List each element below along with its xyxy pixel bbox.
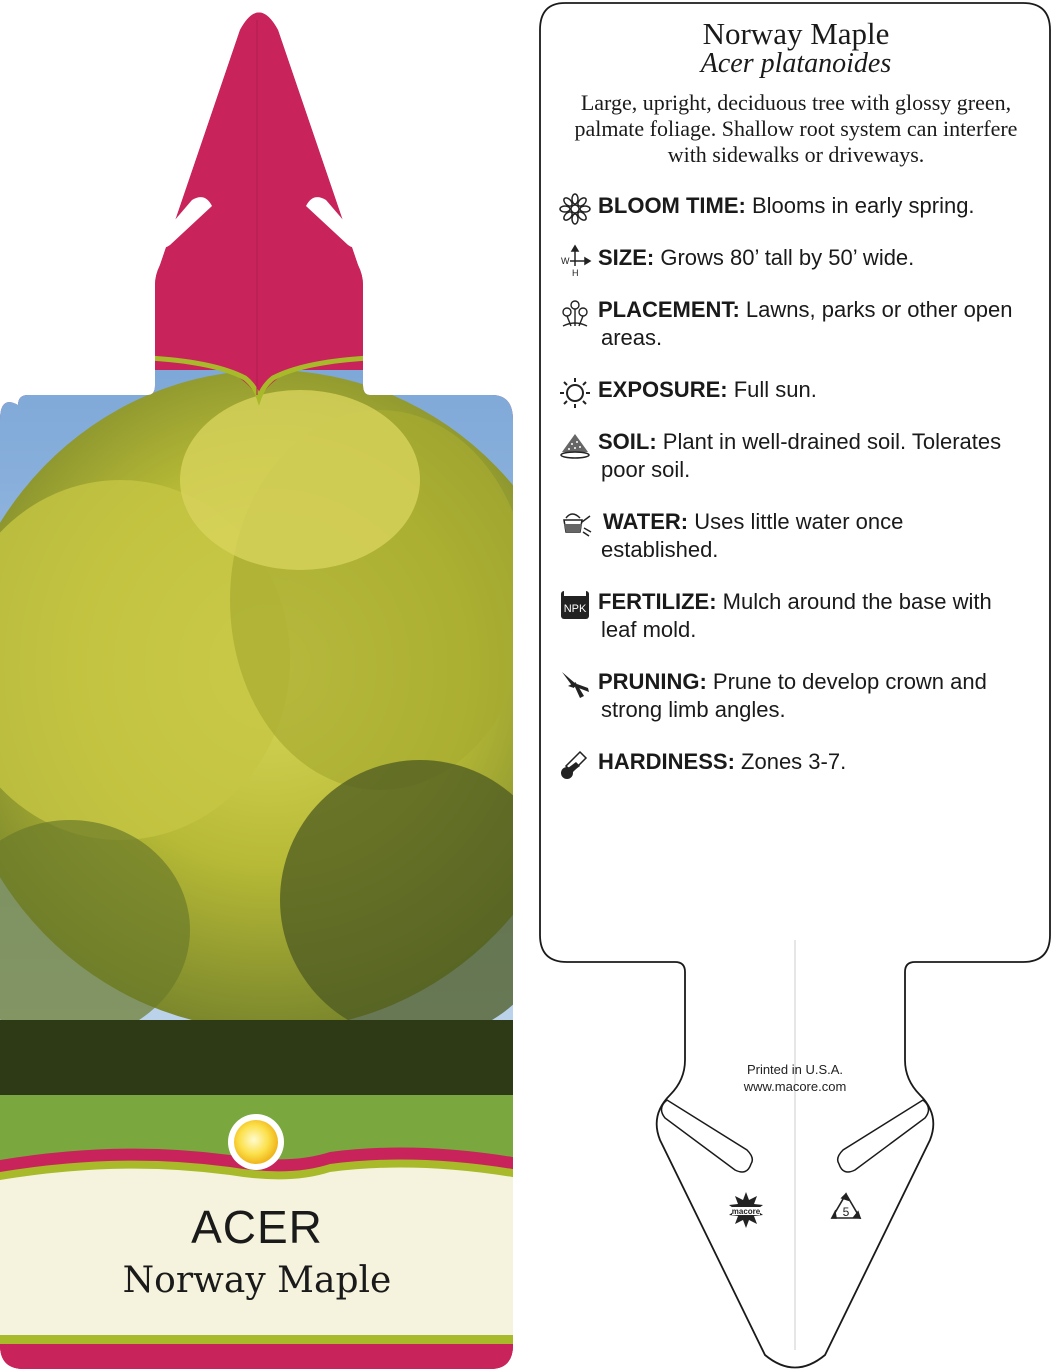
care-label: PLACEMENT: bbox=[598, 297, 740, 322]
back-latin-name: Acer platanoides bbox=[700, 48, 892, 79]
svg-text:macore: macore bbox=[731, 1207, 761, 1216]
care-bloom-time bbox=[558, 192, 1038, 220]
care-text: Full sun. bbox=[733, 377, 817, 402]
recycle-icon bbox=[828, 1190, 864, 1226]
care-label: FERTILIZE: bbox=[598, 589, 717, 614]
care-text-cont: areas. bbox=[601, 325, 663, 350]
care-text: Mulch around the base with bbox=[722, 589, 992, 614]
care-text: Blooms in early spring. bbox=[752, 193, 975, 218]
care-text: Uses little water once bbox=[694, 509, 904, 534]
care-text: Grows 80’ tall by 50’ wide. bbox=[660, 245, 915, 270]
svg-text:NPK: NPK bbox=[563, 603, 587, 615]
size-arrows-icon bbox=[558, 244, 592, 278]
care-pruning bbox=[558, 668, 1038, 724]
care-hardiness bbox=[558, 748, 1038, 776]
watering-can-icon bbox=[558, 508, 592, 542]
care-label: PRUNING: bbox=[598, 669, 707, 694]
thermometer-icon bbox=[558, 748, 592, 782]
svg-text:H: H bbox=[572, 268, 579, 278]
care-size bbox=[558, 244, 1038, 278]
care-label: SIZE: bbox=[598, 245, 655, 270]
care-text-cont: strong limb angles. bbox=[601, 697, 786, 722]
care-label: WATER: bbox=[603, 509, 689, 534]
printed-info bbox=[700, 1061, 890, 1095]
care-placement bbox=[558, 296, 1038, 352]
website: www.macore.com bbox=[743, 1079, 847, 1094]
care-text: Prune to develop crown and bbox=[712, 669, 987, 694]
front-common-name: Norway Maple bbox=[122, 1260, 392, 1301]
flower-icon bbox=[558, 192, 592, 226]
full-sun-icon bbox=[226, 1112, 286, 1172]
care-soil bbox=[558, 428, 1038, 484]
care-label: HARDINESS: bbox=[598, 749, 735, 774]
fertilizer-bag-icon bbox=[558, 588, 592, 622]
care-exposure bbox=[558, 376, 1038, 404]
macore-logo-icon bbox=[726, 1190, 766, 1230]
back-title: Norway Maple bbox=[702, 16, 890, 51]
care-fertilize bbox=[558, 588, 1038, 644]
pruning-shears-icon bbox=[558, 668, 592, 702]
back-description: Large, upright, deciduous tree with glossy green, palmate foliage. Shallow root system can interfere with sidewalks or driveways. bbox=[574, 90, 1018, 167]
printed-in: Printed in U.S.A. bbox=[746, 1062, 844, 1077]
care-label: BLOOM TIME: bbox=[598, 193, 746, 218]
svg-text:W: W bbox=[561, 256, 570, 266]
care-text: Lawns, parks or other open bbox=[745, 297, 1013, 322]
care-label: EXPOSURE: bbox=[598, 377, 728, 402]
front-genus: ACER bbox=[191, 1201, 323, 1253]
care-text-cont: leaf mold. bbox=[601, 617, 697, 642]
care-text-cont: established. bbox=[601, 537, 719, 562]
care-text: Zones 3-7. bbox=[741, 749, 847, 774]
svg-text:5: 5 bbox=[842, 1205, 850, 1219]
flowers-group-icon bbox=[558, 296, 592, 330]
soil-icon bbox=[558, 428, 592, 462]
sun-icon bbox=[558, 376, 592, 410]
care-label: SOIL: bbox=[598, 429, 657, 454]
care-text: Plant in well-drained soil. Tolerates bbox=[662, 429, 1002, 454]
care-water bbox=[558, 508, 1038, 564]
care-text-cont: poor soil. bbox=[601, 457, 691, 482]
